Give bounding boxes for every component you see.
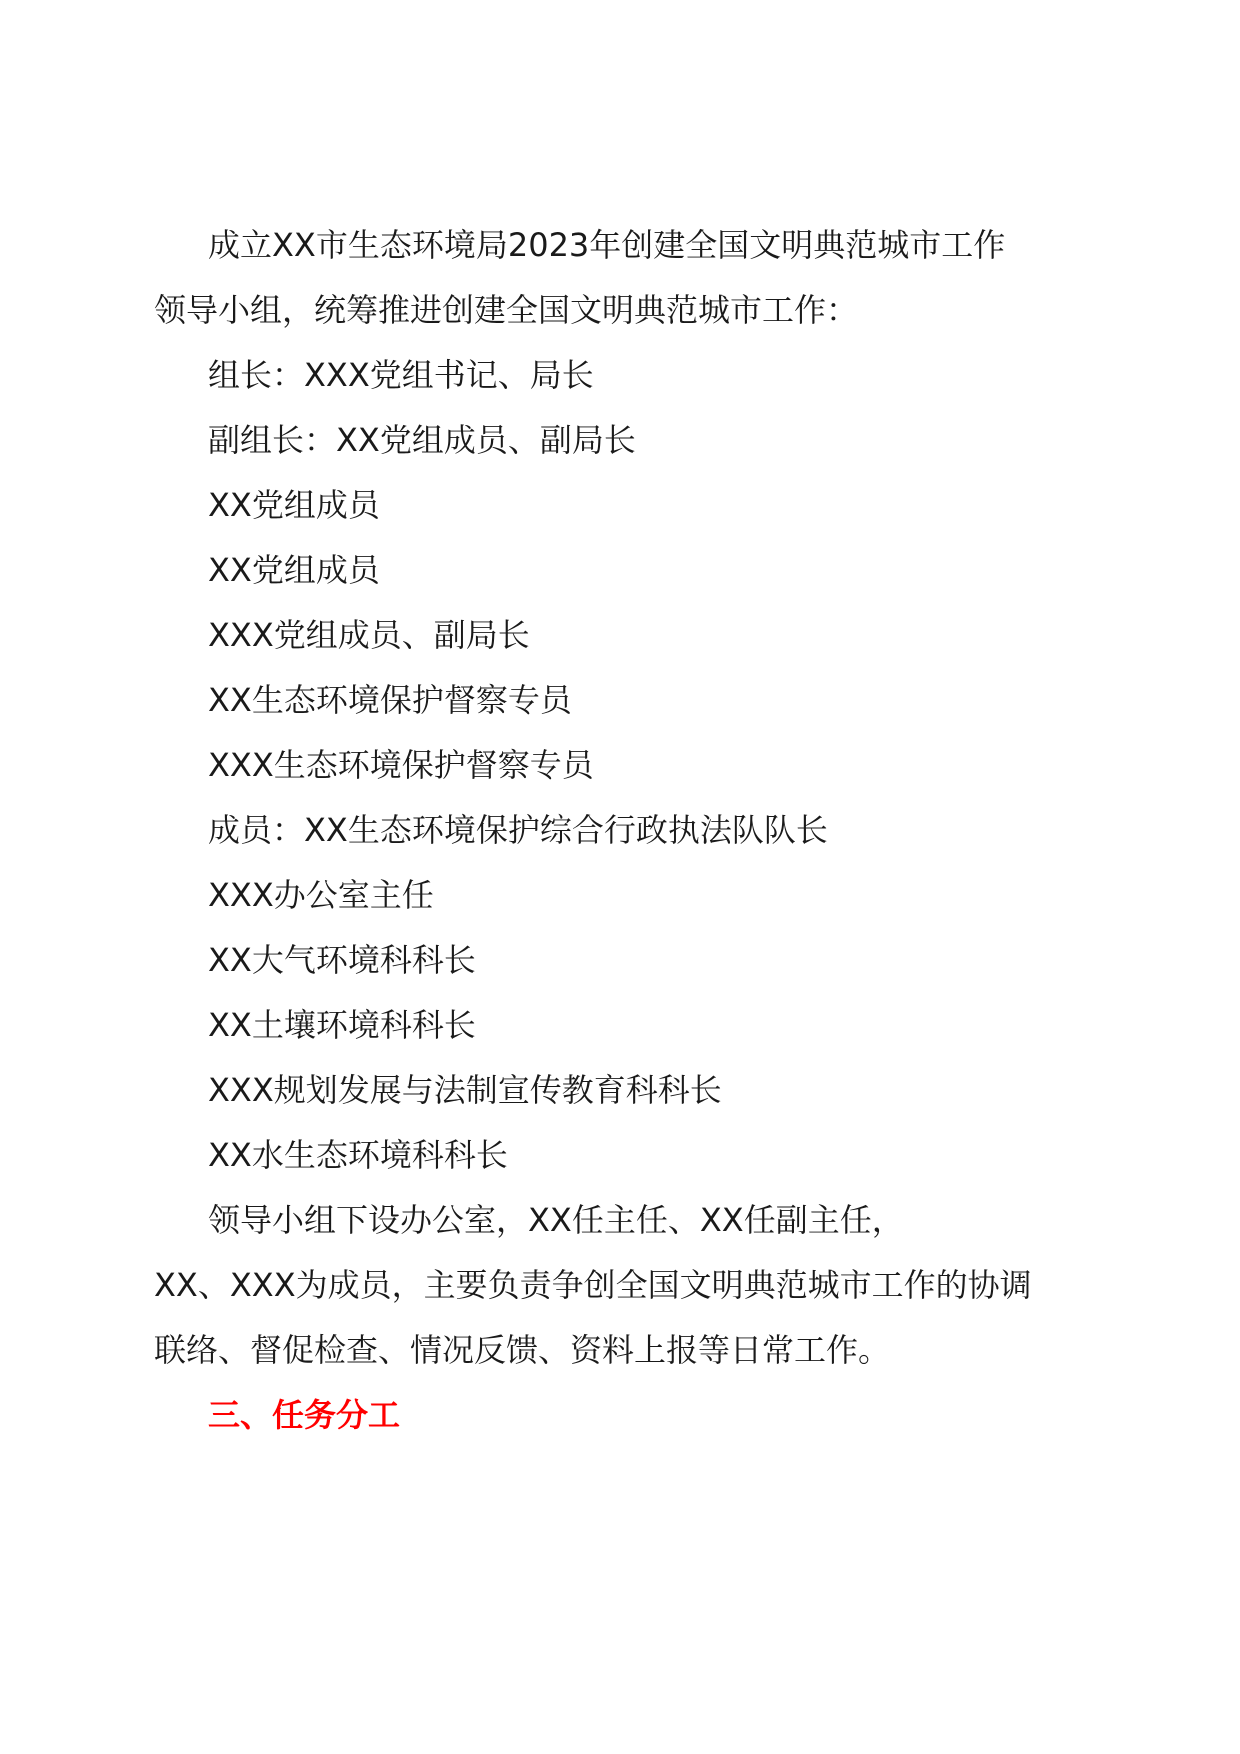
members-first: 成员：XX生态环境保护综合行政执法队队长: [208, 811, 828, 849]
member-item: XXX规划发展与法制宣传教育科科长: [208, 1071, 722, 1109]
group-leader: 组长：XXX党组书记、局长: [208, 356, 594, 394]
deputy-leader-item: XXX党组成员、副局长: [208, 616, 530, 654]
office-paragraph-line-3: 联络、督促检查、情况反馈、资料上报等日常工作。: [154, 1331, 891, 1369]
deputy-leader-item: XXX生态环境保护督察专员: [208, 746, 594, 784]
member-item: XX土壤环境科科长: [208, 1006, 476, 1044]
member-item: XX大气环境科科长: [208, 941, 476, 979]
intro-paragraph-line-2: 领导小组，统筹推进创建全国文明典范城市工作：: [154, 291, 859, 329]
document-body: [154, 213, 1094, 1448]
section-heading: 三、任务分工: [208, 1396, 401, 1434]
deputy-leader-item: XX党组成员: [208, 486, 380, 524]
office-paragraph-line-1: 领导小组下设办公室，XX任主任、XX任副主任，: [208, 1201, 904, 1239]
office-paragraph-line-2: XX、XXX为成员，主要负责争创全国文明典范城市工作的协调: [154, 1266, 1032, 1304]
member-item: XXX办公室主任: [208, 876, 434, 914]
intro-paragraph-line-1: 成立XX市生态环境局2023年创建全国文明典范城市工作: [208, 226, 1006, 264]
deputy-leader-item: XX生态环境保护督察专员: [208, 681, 572, 719]
deputy-leader-item: XX党组成员: [208, 551, 380, 589]
member-item: XX水生态环境科科长: [208, 1136, 508, 1174]
deputy-leader: 副组长：XX党组成员、副局长: [208, 421, 636, 459]
